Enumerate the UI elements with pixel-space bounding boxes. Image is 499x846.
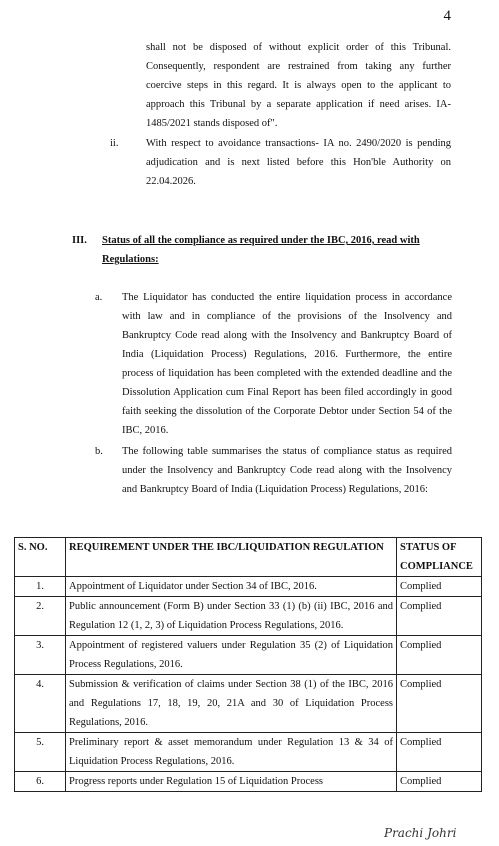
table-row xyxy=(15,772,482,792)
table-row xyxy=(15,733,482,772)
table-row xyxy=(15,636,482,675)
row-requirement: Appointment of Liquidator under Section 34 of IBC, 2016. xyxy=(66,577,397,597)
section-title: Status of all the compliance as required under the IBC, 2016, read with Regulations: xyxy=(102,235,420,265)
row-status: Complied xyxy=(397,733,482,772)
continuation-paragraph: shall not be disposed of without explicit order of this Tribunal. Consequently, respondent are restrained from taking any further coercive steps in this regard. It is always open to the applicant to approach this Tribunal by a separate application if need arises. IA-1485/2021 stands disposed of". xyxy=(146,42,451,129)
row-sno: 5. xyxy=(15,733,66,772)
row-sno: 3. xyxy=(15,636,66,675)
para-b-marker: b. xyxy=(95,446,103,457)
signature: Prachi Johri xyxy=(384,826,457,840)
table-header-row xyxy=(15,538,482,577)
header-status: STATUS OF COMPLIANCE xyxy=(397,538,482,577)
row-sno: 2. xyxy=(15,597,66,636)
row-status: Complied xyxy=(397,675,482,733)
row-status: Complied xyxy=(397,577,482,597)
table-row xyxy=(15,675,482,733)
row-sno: 4. xyxy=(15,675,66,733)
row-requirement: Public announcement (Form B) under Section 33 (1) (b) (ii) IBC, 2016 and Regulation 12 (1, 2, 3) of Liquidation Process Regulations, 2016. xyxy=(66,597,397,636)
item-ii-marker: ii. xyxy=(110,138,119,149)
item-ii-paragraph: With respect to avoidance transactions- IA no. 2490/2020 is pending adjudication and is next listed before this Hon'ble Authority on 22.04.2026. xyxy=(146,138,451,187)
table-row xyxy=(15,597,482,636)
para-a-text: The Liquidator has conducted the entire liquidation process in accordance with law and in compliance of the provisions of the Insolvency and Bankruptcy Code read along with the Insolvency and Bankruptcy Board of India (Liquidation Process) Regulations, 2016. Furthermore, the entire process of liquidation has been completed with the extended deadline and the Dissolution Application cum Final Report has been filed accordingly in good faith seeking the dissolution of the Corporate Debtor under Section 54 of the IBC, 2016. xyxy=(122,292,452,436)
row-requirement: Progress reports under Regulation 15 of Liquidation Process xyxy=(66,772,397,792)
row-requirement: Appointment of registered valuers under Regulation 35 (2) of Liquidation Process Regulations, 2016. xyxy=(66,636,397,675)
table-row xyxy=(15,577,482,597)
row-sno: 1. xyxy=(15,577,66,597)
row-sno: 6. xyxy=(15,772,66,792)
page-number: 4 xyxy=(443,8,451,24)
row-status: Complied xyxy=(397,772,482,792)
compliance-table xyxy=(14,537,482,792)
section-number: III. xyxy=(72,235,87,246)
para-b-text: The following table summarises the status of compliance status as required under the Insolvency and Bankruptcy Code read along with the Insolvency and Bankruptcy Board of India (Liquidation Process) Regulations, 2016: xyxy=(122,446,452,495)
row-requirement: Preliminary report & asset memorandum under Regulation 13 & 34 of Liquidation Process Regulations, 2016. xyxy=(66,733,397,772)
para-a-marker: a. xyxy=(95,292,103,303)
row-status: Complied xyxy=(397,597,482,636)
row-status: Complied xyxy=(397,636,482,675)
header-requirement: REQUIREMENT UNDER THE IBC/LIQUIDATION REGULATION xyxy=(66,538,397,577)
row-requirement: Submission & verification of claims under Section 38 (1) of the IBC, 2016 and Regulations 17, 18, 19, 20, 21A and 30 of Liquidation Process Regulations, 2016. xyxy=(66,675,397,733)
header-sno: S. NO. xyxy=(15,538,66,577)
